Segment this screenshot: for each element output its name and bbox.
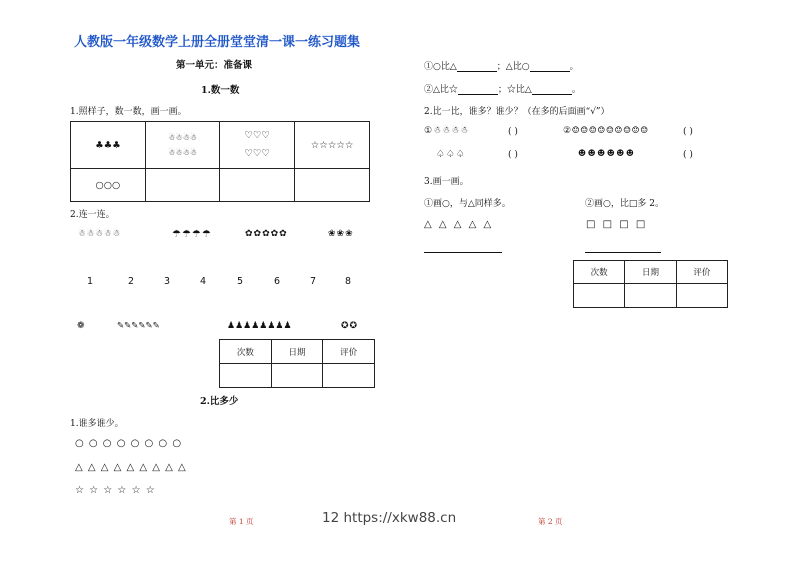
score-table [573,260,728,308]
drawing-answer-line[interactable] [585,252,661,253]
score-cell[interactable] [323,364,375,388]
page-number: 第 2 页 [538,517,563,526]
number-label[interactable]: 3 [164,276,171,287]
line-text: ①○比△ [424,62,457,72]
number-label[interactable]: 6 [274,276,281,287]
umbrella-row: ☃☃☃☃ [168,148,197,157]
score-header: 日期 [271,340,323,364]
picture-group[interactable]: ✪✪ [341,321,359,331]
hearts-row: ♡♡♡ [244,129,271,141]
number-label[interactable]: 5 [237,276,244,287]
score-cell[interactable] [271,364,323,388]
answer-cell[interactable] [145,169,220,202]
answer-blank[interactable] [458,85,498,95]
picture-group[interactable]: ❁ [77,321,86,331]
answer-paren[interactable]: ( ) [683,150,693,160]
picture-group[interactable]: ❀❀❀ [328,229,354,239]
line-text: ；△比○ [496,62,530,72]
line-text: 。 [569,62,579,72]
hearts-row: ♡♡♡ [244,148,271,159]
watermark-text: 12 https://xkw88.cn [322,510,457,526]
answer-paren[interactable]: ( ) [508,127,518,137]
table-cell [145,122,220,169]
score-header: 评价 [676,261,727,284]
score-cell[interactable] [676,284,727,308]
answer-blank[interactable] [457,62,497,72]
picture-group[interactable]: ♟♟♟♟♟♟♟♟ [227,321,292,331]
page-number: 第 1 页 [229,517,254,526]
table-cell: ○○○ [71,169,146,202]
compare-item: ①☃☃☃☃ [424,126,470,136]
score-header: 评价 [323,340,375,364]
score-header: 次数 [220,340,272,364]
number-label[interactable]: 2 [128,276,135,287]
line-text: 。 [571,85,581,95]
number-label[interactable]: 7 [310,276,317,287]
question-label: 2.比一比，谁多？谁少？（在多的后面画“√”） [424,107,610,117]
question-label: 3.画一画。 [424,177,469,187]
section-title-count: 1.数一数 [201,85,240,96]
number-label[interactable]: 4 [200,276,207,287]
triangles-row: △ △ △ △ △ △ △ △ △ [75,462,187,473]
section-title-compare: 2.比多少 [200,396,239,407]
stars-row: ☆ ☆ ☆ ☆ ☆ ☆ [75,485,156,496]
line-text: ；☆比△ [497,85,532,95]
picture-group[interactable]: ☂☂☂☂ [172,229,212,240]
table-cell: ☆☆☆☆☆ [295,122,370,169]
score-cell[interactable] [574,284,625,308]
compare-item: ②☺☺☺☺☺☺☺☺☺ [563,126,649,136]
number-label[interactable]: 8 [345,276,352,287]
draw-instruction: ②画○，比□多 2。 [585,199,664,209]
line-text: ②△比☆ [424,85,458,95]
compare-line [424,59,579,72]
answer-paren[interactable]: ( ) [683,127,693,137]
compare-line [424,82,581,95]
picture-group[interactable]: ☃☃☃☃☃ [78,229,122,239]
answer-blank[interactable] [530,62,570,72]
score-cell[interactable] [220,364,272,388]
picture-group[interactable]: ✎✎✎✎✎✎ [117,321,160,331]
circles-row: ○ ○ ○ ○ ○ ○ ○ ○ [75,438,183,449]
triangles-row: △ △ △ △ △ [424,219,494,230]
compare-item: ☻☻☻☻☻☻ [578,149,636,159]
question-label: 1.照样子，数一数，画一画。 [70,107,187,117]
squares-row: □ □ □ □ [586,219,648,230]
answer-paren[interactable]: ( ) [508,150,518,160]
picture-group[interactable]: ✿✿✿✿✿ [245,229,288,239]
drawing-answer-line[interactable] [424,252,502,253]
answer-cell[interactable] [220,169,295,202]
count-table [70,121,370,202]
answer-blank[interactable] [532,85,572,95]
compare-item: ♤♤♤ [436,149,466,160]
draw-instruction: ①画○，与△同样多。 [424,199,511,209]
answer-cell[interactable] [295,169,370,202]
table-cell [220,122,295,169]
score-header: 次数 [574,261,625,284]
unit-title: 第一单元：准备课 [176,60,253,71]
umbrella-row: ☃☃☃☃ [168,132,197,142]
number-label[interactable]: 1 [87,276,94,287]
document-title: 人教版一年级数学上册全册堂堂清一课一练习题集 [74,35,361,50]
score-table [219,339,375,388]
question-label: 2.连一连。 [70,210,115,220]
table-cell: ♣♣♣ [71,122,146,169]
score-cell[interactable] [625,284,676,308]
score-header: 日期 [625,261,676,284]
question-label: 1.谁多谁少。 [70,419,124,429]
